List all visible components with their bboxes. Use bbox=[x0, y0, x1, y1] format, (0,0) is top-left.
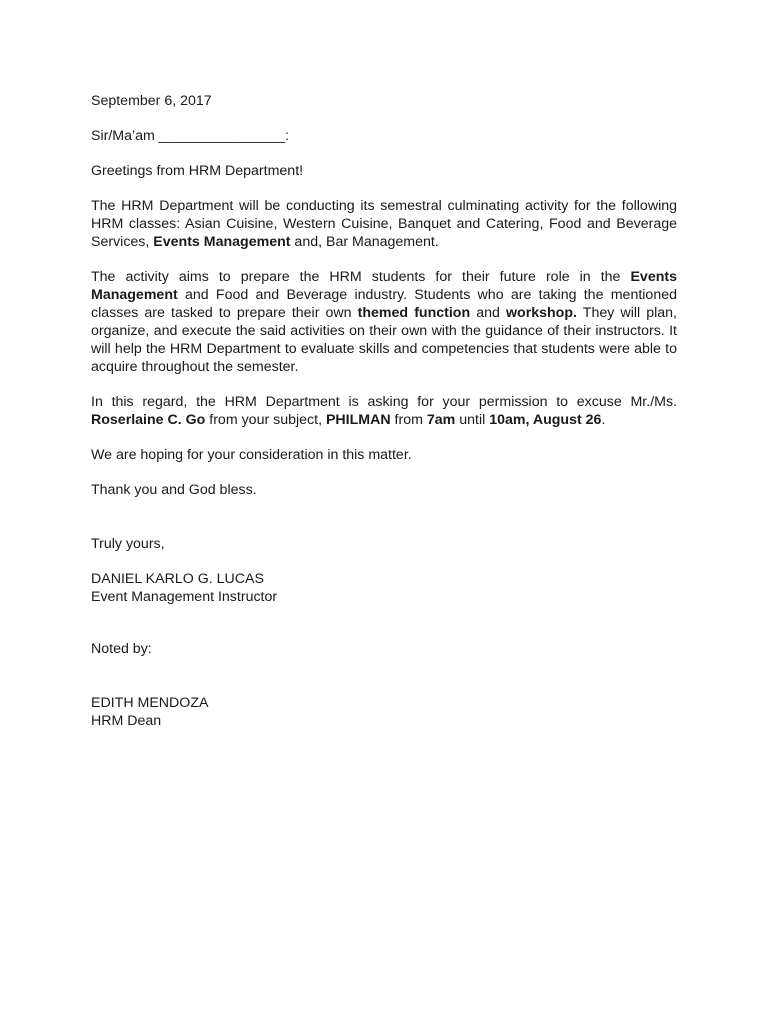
paragraph-text: The HRM Department will be conducting its semestral culminating activity for the following HRM classes: Asian Cuisine, Western Cuisine, Banquet and Catering, Food and Beverage Services, bbox=[91, 198, 677, 250]
bold-text: Events Management bbox=[153, 234, 291, 250]
bold-text: Events Management bbox=[91, 269, 677, 303]
signer-name: DANIEL KARLO G. LUCAS bbox=[91, 571, 264, 587]
paragraph-classes bbox=[91, 197, 677, 251]
student-name: Roserlaine C. Go bbox=[91, 412, 206, 428]
paragraph-text: The activity aims to prepare the HRM students for their future role in the bbox=[91, 269, 631, 285]
signer-title: Event Management Instructor bbox=[91, 589, 278, 605]
paragraph-text: and Food and Beverage industry. Students who are taking the mentioned classes are tasked to prepare their own bbox=[91, 287, 677, 321]
noter-title: HRM Dean bbox=[91, 713, 162, 729]
paragraph-text: In this regard, the HRM Department is asking for your permission to excuse Mr./Ms. bbox=[91, 394, 677, 410]
end-time-date: 10am, August 26 bbox=[489, 412, 602, 428]
greeting: Greetings from HRM Department! bbox=[91, 163, 304, 179]
paragraph-text: . bbox=[601, 412, 606, 428]
paragraph-text: and, Bar Management. bbox=[290, 234, 439, 250]
consideration-line: We are hoping for your consideration in this matter. bbox=[91, 447, 412, 463]
letter-body bbox=[91, 92, 677, 730]
bold-text: themed function bbox=[357, 305, 471, 321]
salutation: Sir/Ma’am ________________: bbox=[91, 128, 289, 144]
noter-name: EDITH MENDOZA bbox=[91, 695, 209, 711]
paragraph-text: from your subject, bbox=[205, 412, 326, 428]
paragraph-activity bbox=[91, 268, 677, 376]
paragraph-text: until bbox=[455, 412, 490, 428]
thanks-line: Thank you and God bless. bbox=[91, 482, 257, 498]
letter-date: September 6, 2017 bbox=[91, 93, 212, 109]
bold-text: workshop. bbox=[506, 305, 577, 321]
paragraph-request bbox=[91, 393, 677, 429]
paragraph-text: from bbox=[390, 412, 427, 428]
noted-by-label: Noted by: bbox=[91, 641, 152, 657]
start-time: 7am bbox=[426, 412, 456, 428]
paragraph-text: and bbox=[470, 305, 507, 321]
closing-line: Truly yours, bbox=[91, 536, 165, 552]
subject-name: PHILMAN bbox=[325, 412, 391, 428]
paragraph-text: They will plan, organize, and execute the said activities on their own with the guidance of their instructors. It will help the HRM Department to evaluate skills and competencies that students were able to acquire throughout the semester. bbox=[91, 305, 678, 375]
